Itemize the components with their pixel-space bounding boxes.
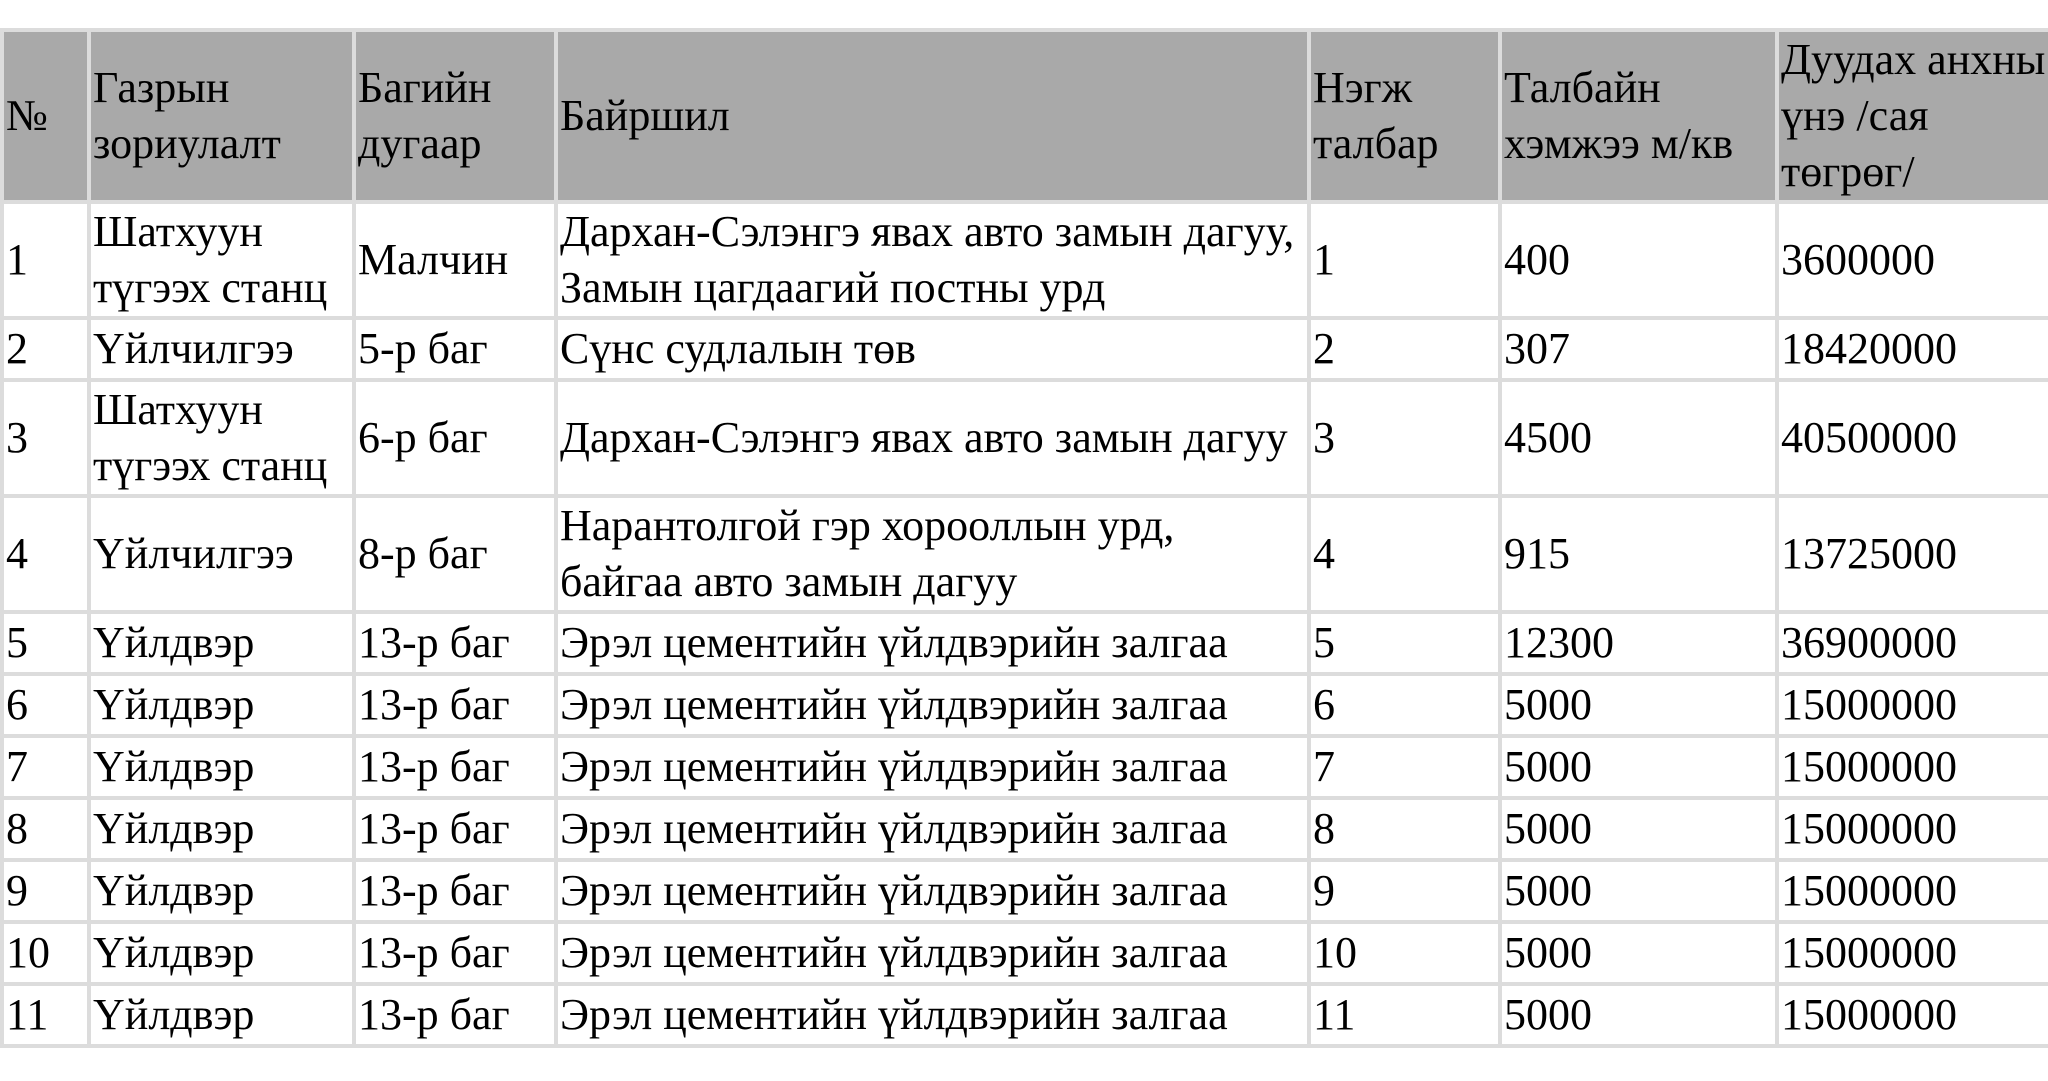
cell-area-size: 5000 bbox=[1502, 924, 1775, 982]
cell-number: 5 bbox=[4, 614, 87, 672]
cell-unit-parcel: 10 bbox=[1311, 924, 1498, 982]
cell-land-purpose: Үйлдвэр bbox=[91, 800, 352, 858]
cell-land-purpose: Шатхуун түгээх станц bbox=[91, 204, 352, 316]
cell-location: Эрэл цементийн үйлдвэрийн залгаа bbox=[558, 800, 1307, 858]
table-row bbox=[4, 204, 2048, 316]
cell-starting-price: 15000000 bbox=[1779, 800, 2048, 858]
cell-land-purpose: Үйлдвэр bbox=[91, 676, 352, 734]
cell-unit-parcel: 2 bbox=[1311, 320, 1498, 378]
cell-bag-number: 13-р баг bbox=[356, 862, 554, 920]
cell-area-size: 4500 bbox=[1502, 382, 1775, 494]
cell-unit-parcel: 8 bbox=[1311, 800, 1498, 858]
cell-bag-number: 13-р баг bbox=[356, 986, 554, 1044]
cell-location: Дархан-Сэлэнгэ явах авто замын дагуу, Замын цагдаагий постны урд bbox=[558, 204, 1307, 316]
cell-land-purpose: Үйлчилгээ bbox=[91, 320, 352, 378]
cell-area-size: 307 bbox=[1502, 320, 1775, 378]
cell-bag-number: 8-р баг bbox=[356, 498, 554, 610]
cell-number: 9 bbox=[4, 862, 87, 920]
cell-unit-parcel: 4 bbox=[1311, 498, 1498, 610]
cell-land-purpose: Үйлдвэр bbox=[91, 986, 352, 1044]
cell-bag-number: 6-р баг bbox=[356, 382, 554, 494]
table-row bbox=[4, 320, 2048, 378]
cell-starting-price: 15000000 bbox=[1779, 924, 2048, 982]
header-unit-parcel: Нэгж талбар bbox=[1311, 32, 1498, 200]
table-header-row bbox=[4, 32, 2048, 200]
cell-starting-price: 40500000 bbox=[1779, 382, 2048, 494]
header-starting-price: Дуудах анхны үнэ /сая төгрөг/ bbox=[1779, 32, 2048, 200]
cell-unit-parcel: 3 bbox=[1311, 382, 1498, 494]
cell-location: Эрэл цементийн үйлдвэрийн залгаа bbox=[558, 862, 1307, 920]
cell-area-size: 5000 bbox=[1502, 986, 1775, 1044]
cell-area-size: 12300 bbox=[1502, 614, 1775, 672]
cell-location: Эрэл цементийн үйлдвэрийн залгаа bbox=[558, 986, 1307, 1044]
table-row bbox=[4, 498, 2048, 610]
cell-land-purpose: Үйлдвэр bbox=[91, 738, 352, 796]
cell-area-size: 5000 bbox=[1502, 676, 1775, 734]
cell-location: Эрэл цементийн үйлдвэрийн залгаа bbox=[558, 738, 1307, 796]
table-row bbox=[4, 862, 2048, 920]
header-location: Байршил bbox=[558, 32, 1307, 200]
cell-land-purpose: Шатхуун түгээх станц bbox=[91, 382, 352, 494]
cell-location: Дархан-Сэлэнгэ явах авто замын дагуу bbox=[558, 382, 1307, 494]
cell-starting-price: 15000000 bbox=[1779, 738, 2048, 796]
cell-unit-parcel: 1 bbox=[1311, 204, 1498, 316]
cell-area-size: 915 bbox=[1502, 498, 1775, 610]
cell-bag-number: 5-р баг bbox=[356, 320, 554, 378]
cell-area-size: 5000 bbox=[1502, 738, 1775, 796]
document-page bbox=[0, 28, 2048, 1048]
cell-number: 10 bbox=[4, 924, 87, 982]
cell-area-size: 5000 bbox=[1502, 862, 1775, 920]
table-row bbox=[4, 986, 2048, 1044]
cell-number: 4 bbox=[4, 498, 87, 610]
cell-bag-number: Малчин bbox=[356, 204, 554, 316]
cell-starting-price: 15000000 bbox=[1779, 862, 2048, 920]
cell-land-purpose: Үйлдвэр bbox=[91, 862, 352, 920]
cell-unit-parcel: 5 bbox=[1311, 614, 1498, 672]
cell-bag-number: 13-р баг bbox=[356, 614, 554, 672]
cell-number: 3 bbox=[4, 382, 87, 494]
table-row bbox=[4, 800, 2048, 858]
cell-starting-price: 3600000 bbox=[1779, 204, 2048, 316]
table-row bbox=[4, 382, 2048, 494]
header-area-size: Талбайн хэмжээ м/кв bbox=[1502, 32, 1775, 200]
cell-location: Нарантолгой гэр хорооллын урд, байгаа авто замын дагуу bbox=[558, 498, 1307, 610]
cell-number: 8 bbox=[4, 800, 87, 858]
cell-unit-parcel: 6 bbox=[1311, 676, 1498, 734]
cell-unit-parcel: 11 bbox=[1311, 986, 1498, 1044]
cell-land-purpose: Үйлдвэр bbox=[91, 614, 352, 672]
cell-location: Эрэл цементийн үйлдвэрийн залгаа bbox=[558, 676, 1307, 734]
cell-number: 11 bbox=[4, 986, 87, 1044]
header-number: № bbox=[4, 32, 87, 200]
cell-area-size: 5000 bbox=[1502, 800, 1775, 858]
cell-location: Сүнс судлалын төв bbox=[558, 320, 1307, 378]
table-row bbox=[4, 738, 2048, 796]
cell-land-purpose: Үйлчилгээ bbox=[91, 498, 352, 610]
cell-starting-price: 36900000 bbox=[1779, 614, 2048, 672]
cell-bag-number: 13-р баг bbox=[356, 676, 554, 734]
cell-starting-price: 13725000 bbox=[1779, 498, 2048, 610]
cell-number: 2 bbox=[4, 320, 87, 378]
header-bag-number: Багийн дугаар bbox=[356, 32, 554, 200]
cell-land-purpose: Үйлдвэр bbox=[91, 924, 352, 982]
cell-starting-price: 15000000 bbox=[1779, 986, 2048, 1044]
cell-unit-parcel: 7 bbox=[1311, 738, 1498, 796]
header-land-purpose: Газрын зориулалт bbox=[91, 32, 352, 200]
land-auction-table bbox=[0, 28, 2048, 1048]
cell-starting-price: 18420000 bbox=[1779, 320, 2048, 378]
cell-number: 6 bbox=[4, 676, 87, 734]
table-row bbox=[4, 614, 2048, 672]
table-row bbox=[4, 924, 2048, 982]
cell-location: Эрэл цементийн үйлдвэрийн залгаа bbox=[558, 614, 1307, 672]
cell-bag-number: 13-р баг bbox=[356, 738, 554, 796]
cell-bag-number: 13-р баг bbox=[356, 800, 554, 858]
cell-area-size: 400 bbox=[1502, 204, 1775, 316]
cell-starting-price: 15000000 bbox=[1779, 676, 2048, 734]
table-row bbox=[4, 676, 2048, 734]
cell-location: Эрэл цементийн үйлдвэрийн залгаа bbox=[558, 924, 1307, 982]
cell-number: 7 bbox=[4, 738, 87, 796]
cell-bag-number: 13-р баг bbox=[356, 924, 554, 982]
cell-number: 1 bbox=[4, 204, 87, 316]
cell-unit-parcel: 9 bbox=[1311, 862, 1498, 920]
